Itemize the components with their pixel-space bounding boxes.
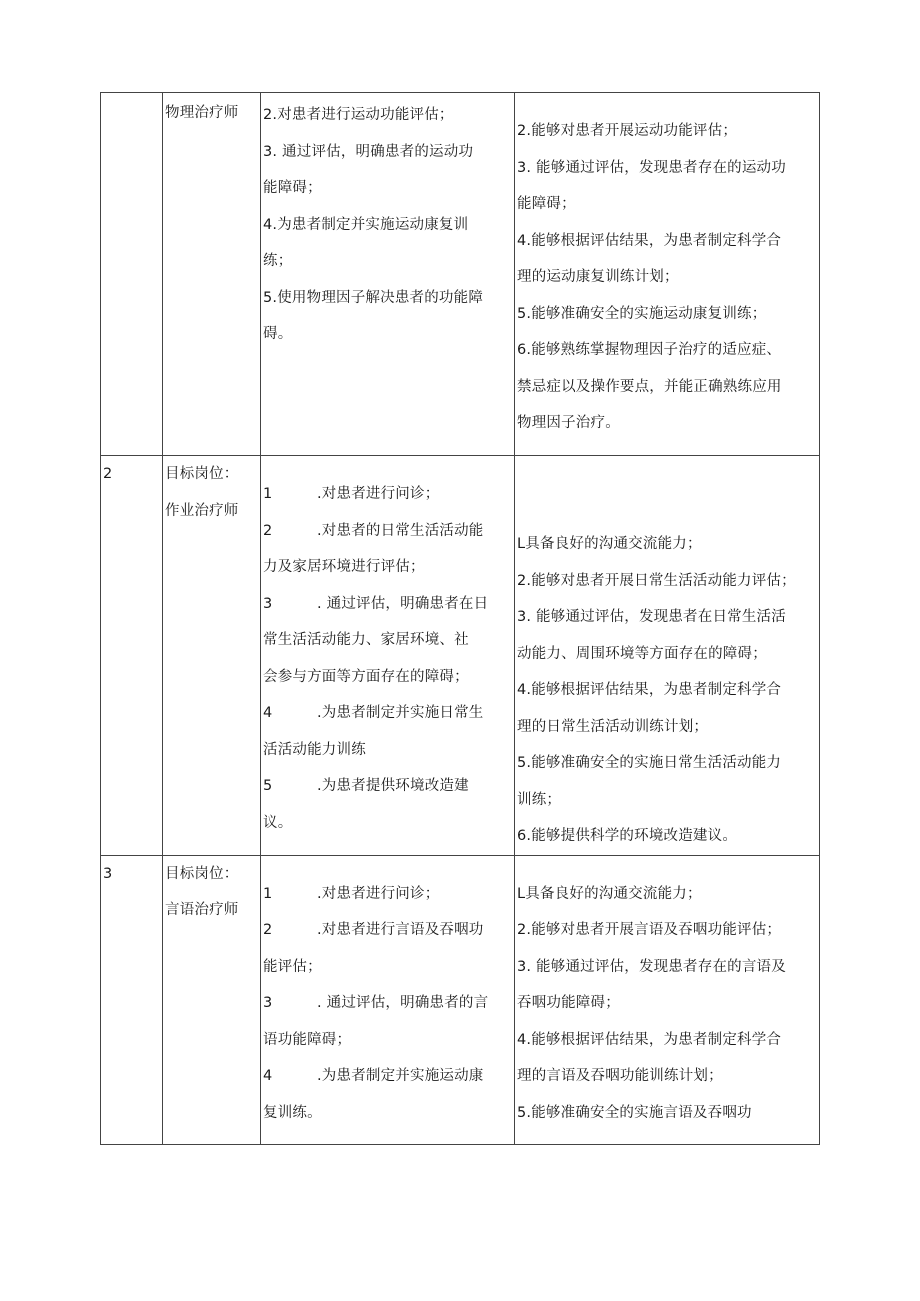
task-line: 语功能障碍； (263, 1031, 352, 1048)
ability-line: 3. 能够通过评估，发现患者在日常生活活 (517, 609, 786, 625)
task-line: 5 .为患者提供环境改造建 (263, 778, 469, 794)
role-line: 言语治疗师 (165, 902, 239, 918)
ability-line: 5.能够准确安全的实施运动康复训练； (517, 305, 767, 322)
task-line: 常生活活动能力、家居环境、社 (263, 632, 469, 648)
ability-line: 训练； (517, 791, 562, 808)
role-line: 作业治疗师 (165, 502, 239, 519)
role-cell (163, 855, 261, 1144)
task-line: 1 .对患者进行问诊； (263, 885, 440, 902)
ability-line: 5.能够准确安全的实施言语及吞咽功 (517, 1104, 752, 1121)
task-line: 3 . 通过评估，明确患者在日 (263, 595, 489, 612)
ability-line: 禁忌症以及操作要点，并能正确熟练应用 (517, 378, 782, 395)
ability-line: 2.能够对患者开展运动功能评估； (517, 123, 738, 139)
ability-cell (515, 456, 820, 856)
task-line: 3. 通过评估，明确患者的运动功 (263, 143, 474, 160)
task-line: 5.使用物理因子解决患者的功能障 (263, 289, 484, 306)
ability-line: 3. 能够通过评估，发现患者存在的言语及 (517, 958, 786, 975)
row-number: 2 (103, 466, 113, 482)
ability-line: 6.能够提供科学的环境改造建议。 (517, 828, 738, 844)
ability-line: 4.能够根据评估结果，为患者制定科学合 (517, 682, 782, 698)
task-line: 活活动能力训练 (263, 741, 366, 758)
task-line: 碍。 (263, 326, 293, 342)
table-row (101, 855, 820, 1144)
ability-line: 动能力、周围环境等方面存在的障碍； (517, 645, 767, 662)
task-line: 议。 (263, 814, 293, 831)
ability-line: 6.能够熟练掌握物理因子治疗的适应症、 (517, 342, 782, 358)
ability-line: 4.能够根据评估结果，为患者制定科学合 (517, 1031, 782, 1048)
ability-line: 5.能够准确安全的实施日常生活活动能力 (517, 755, 782, 771)
task-cell (261, 855, 515, 1144)
ability-line: 3. 能够通过评估，发现患者存在的运动功 (517, 159, 786, 176)
ability-line: 能障碍； (517, 196, 576, 212)
task-line: 力及家居环境进行评估； (263, 559, 425, 575)
role-line: 物理治疗师 (165, 105, 239, 121)
role-cell (163, 93, 261, 456)
role-line: 目标岗位： (165, 865, 239, 882)
task-line: 练； (263, 253, 293, 269)
ability-cell (515, 855, 820, 1144)
task-line: 复训练。 (263, 1104, 322, 1121)
task-line: 能评估； (263, 958, 322, 975)
ability-line: 理的运动康复训练计划； (517, 269, 679, 285)
document-page (100, 92, 819, 1145)
job-ability-table (100, 92, 820, 1145)
task-line: 会参与方面等方面存在的障碍； (263, 668, 469, 685)
ability-line: 2.能够对患者开展言语及吞咽功能评估； (517, 922, 782, 938)
task-line: 能障碍； (263, 180, 322, 196)
task-line: 1 .对患者进行问诊； (263, 486, 440, 502)
ability-line: L具备良好的沟通交流能力； (517, 536, 702, 552)
ability-line: 2.能够对患者开展日常生活活动能力评估； (517, 572, 796, 589)
task-line: 4 .为患者制定并实施日常生 (263, 705, 484, 721)
task-line: 4.为患者制定并实施运动康复训 (263, 216, 469, 233)
task-line: 2 .对患者进行言语及吞咽功 (263, 922, 484, 938)
role-cell (163, 456, 261, 856)
row-number-cell (101, 93, 163, 456)
row-number-cell (101, 456, 163, 856)
ability-line: 理的言语及吞咽功能训练计划； (517, 1068, 723, 1084)
table-row (101, 456, 820, 856)
ability-line: 物理因子治疗。 (517, 415, 620, 431)
row-number: 3 (103, 865, 113, 882)
row-number-cell (101, 855, 163, 1144)
ability-cell (515, 93, 820, 456)
ability-line: 吞咽功能障碍； (517, 995, 620, 1011)
task-cell (261, 456, 515, 856)
ability-line: L具备良好的沟通交流能力； (517, 885, 702, 902)
task-cell (261, 93, 515, 456)
ability-line: 4.能够根据评估结果，为患者制定科学合 (517, 232, 782, 249)
role-line: 目标岗位： (165, 466, 239, 482)
task-line: 2 .对患者的日常生活活动能 (263, 522, 484, 539)
task-line: 4 .为患者制定并实施运动康 (263, 1068, 484, 1084)
task-line: 2.对患者进行运动功能评估； (263, 107, 454, 123)
task-line: 3 . 通过评估，明确患者的言 (263, 995, 489, 1011)
ability-line: 理的日常生活活动训练计划； (517, 718, 709, 735)
table-row (101, 93, 820, 456)
